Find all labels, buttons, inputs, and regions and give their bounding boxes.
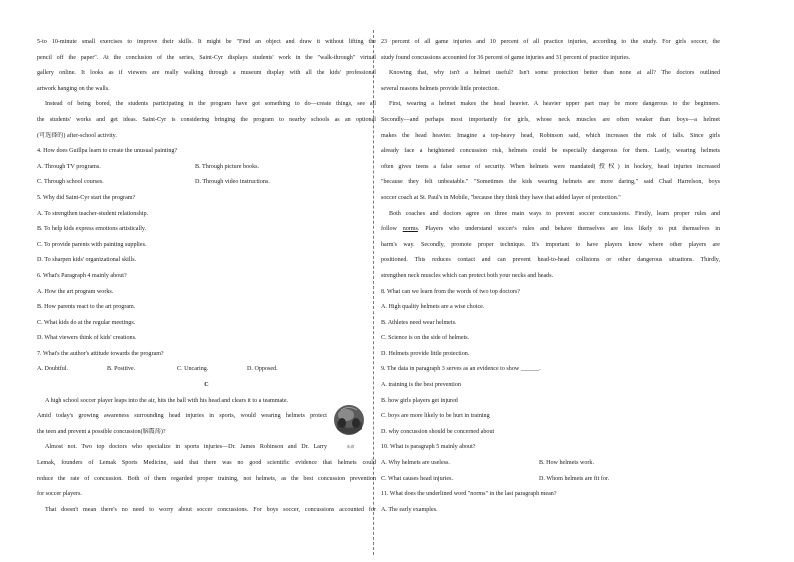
text-line: often gives teens a false sense of security. When helmets were mandated(授权) in hockey, head injuries increased	[381, 163, 720, 170]
text-line: for soccer players.	[37, 491, 82, 498]
question-stem: 6. What's Paragraph 4 mainly about?	[37, 272, 127, 279]
text-line: "because they felt unbeatable." "Sometimes the kids wearing helmets are more daring," said Chad Harrelson, boys	[381, 179, 720, 186]
text-line	[381, 256, 720, 264]
option: B. To help kids express emotions artistically.	[37, 226, 147, 233]
section-label: C	[204, 382, 209, 389]
text-run: follow	[381, 226, 403, 233]
question-stem: 11. What does the underlined word "norms" in the last paragraph mean?	[381, 491, 557, 498]
text-line: 5-to 10-minute small exercises to improve their skills. It might be "Find an object and draw it without lifting the	[37, 39, 376, 45]
text-line	[381, 225, 720, 233]
option: B. How helmets work.	[539, 460, 595, 467]
text-line: (可选择的) after-school activity.	[37, 132, 117, 139]
option: A. How the art program works.	[37, 288, 114, 295]
option-row	[37, 178, 376, 186]
option: A. The early examples.	[381, 506, 438, 513]
option: B. how girls players get injured	[381, 397, 458, 404]
text-line: A high school soccer player leaps into the air, hits the ball with his head and clears it to a teammate.	[45, 397, 289, 404]
option: C. boys are more likely to be hurt in training	[381, 413, 490, 420]
option: B. Athletes need wear helmets.	[381, 319, 457, 326]
text-line: soccer coach at St. Paul's in Mobile, "because they think they have that added layer of protection."	[381, 194, 621, 201]
option: B. How parents react to the art program.	[37, 304, 136, 311]
option: D. Through video instructions.	[195, 179, 270, 186]
text-line: gallery online. It looks as if viewers are really walking through a museum display with all the kids' professional	[37, 70, 376, 77]
text-line: several reasons helmets provide little protection.	[381, 85, 500, 92]
option: C. What kids do at the regular meetings.	[37, 319, 136, 326]
option: C. Science is on the side of helmets.	[381, 335, 470, 342]
text-line: Lemak, founders of Lemak Sports Medicine, said that there was no good scientific evidence that helmets could	[37, 460, 376, 467]
text-line: That doesn't mean there's no need to worry about soccer concussions. For boys soccer, concussions accounted for	[45, 506, 376, 513]
question-stem: 8. What can we learn from the words of two top doctors?	[381, 288, 520, 295]
text-run: positioned. This reduces contact and can prevent head-to-head collisions or other dangerous situations. Thirdly,	[381, 257, 720, 264]
option: B. Through picture books.	[195, 163, 260, 170]
option: C. What causes head injuries.	[381, 475, 453, 482]
option-row	[37, 365, 376, 373]
option-row	[381, 475, 720, 483]
text-line	[381, 272, 720, 280]
question-stem: 10. What is paragraph 5 mainly about?	[381, 444, 476, 451]
option: A. Through TV programs.	[37, 163, 101, 170]
text-line: study found concussions accounted for 36 percent of game injuries and 31 percent of practice injuries.	[381, 54, 631, 61]
option: D. To sharpen kids' organizational skills.	[37, 257, 137, 264]
underlined-word: norms	[402, 226, 418, 233]
text-line: pencil off the paper". At the conclusion of the series, Saint-Cyr displays students' work in the "walk-through" virtual	[37, 54, 376, 61]
text-line: the students' works and get ideas. Saint-Cyr is considering bringing the program to nearby schools as an optional	[37, 116, 376, 123]
text-run: strengthen neck muscles which can protect both your necks and heads.	[381, 272, 554, 279]
text-line: Amid today's growing awareness surrounding head injuries in sports, would wearing helmets protect	[37, 413, 327, 420]
option: A. Doubtful.	[37, 366, 68, 373]
text-line: Instead of being bored, the students participating in the program have got something to do—create things, see all	[45, 101, 376, 108]
text-line: Secondly—and perhaps most importantly for girls, whose neck muscles are often weaker than boys—a helmet	[381, 116, 720, 123]
text-line: the teen and prevent a possible concussion(脑震荡)?	[37, 428, 166, 435]
option: D. Helmets provide little protection.	[381, 350, 470, 357]
right-column	[381, 38, 720, 514]
text-line: Knowing that, why isn't a helmet useful? Isn't some protection better than none at all? The doctors outlined	[389, 70, 720, 77]
text-run: . Players who understand soccer's rules and behave themselves are less likely to put themselves in	[417, 226, 720, 233]
option: C. To provide parents with painting supplies.	[37, 241, 147, 248]
left-column	[37, 38, 376, 514]
text-line: 23 percent of all game injuries and 10 percent of all practice injuries, according to the study. For girls soccer, the	[381, 39, 720, 45]
option-row	[37, 163, 376, 171]
option: A. Why helmets are useless.	[381, 460, 450, 467]
text-run: Both coaches and doctors agree on three main ways to prevent soccer concussions. Firstly, learn proper rules and	[389, 210, 720, 217]
option: C. Through school courses.	[37, 179, 104, 186]
question-stem: 9. The data in paragraph 3 serves as an evidence to show ______.	[381, 366, 541, 373]
text-line	[381, 210, 720, 218]
text-run: harm's way. Secondly, promote proper technique. It's important to have players know where other players are	[381, 241, 720, 248]
option: C. Uncaring.	[177, 366, 209, 373]
option: D. What viewers think of kids' creations.	[37, 335, 137, 342]
question-stem: 7. What's the author's attitude towards the program?	[37, 350, 164, 357]
option: D. why concussion should be concerned about	[381, 428, 495, 435]
question-stem: 5. Why did Saint-Cyr start the program?	[37, 194, 136, 201]
text-line: artwork hanging on the walls.	[37, 85, 110, 92]
text-line: already face a heightened concussion risk, helmets could be especially dangerous for them. Lastly, wearing helmets	[381, 148, 720, 155]
option: A. To strengthen teacher-student relationship.	[37, 210, 149, 217]
option: D. Whom helmets are fit for.	[539, 475, 610, 482]
text-line	[381, 241, 720, 249]
option: A. training is the best prevention	[381, 382, 461, 389]
text-line: First, wearing a helmet makes the head heavier. A heavier upper part may be more dangerous to the beginners.	[389, 101, 720, 108]
text-line: makes the head heavier. Imagine a top-heavy head, Robinson said, which increases the risk of falls. Since girls	[381, 132, 720, 139]
image-caption: 头盔	[346, 444, 354, 449]
option-row	[381, 459, 720, 467]
option: A. High quality helmets are a wise choice.	[381, 304, 485, 311]
option: D. Opposed.	[247, 366, 278, 373]
option: B. Positive.	[107, 366, 136, 373]
text-line: Almost not. Two top doctors who specialize in sports injuries—Dr. James Robinson and Dr. Larry	[45, 444, 327, 451]
question-stem: 4. How does Guillpa learn to create the unusual painting?	[37, 148, 178, 155]
text-line: reduce the rate of concussion. Both of them regarded proper training, not helmets, as the best concussion prevention	[37, 475, 376, 482]
